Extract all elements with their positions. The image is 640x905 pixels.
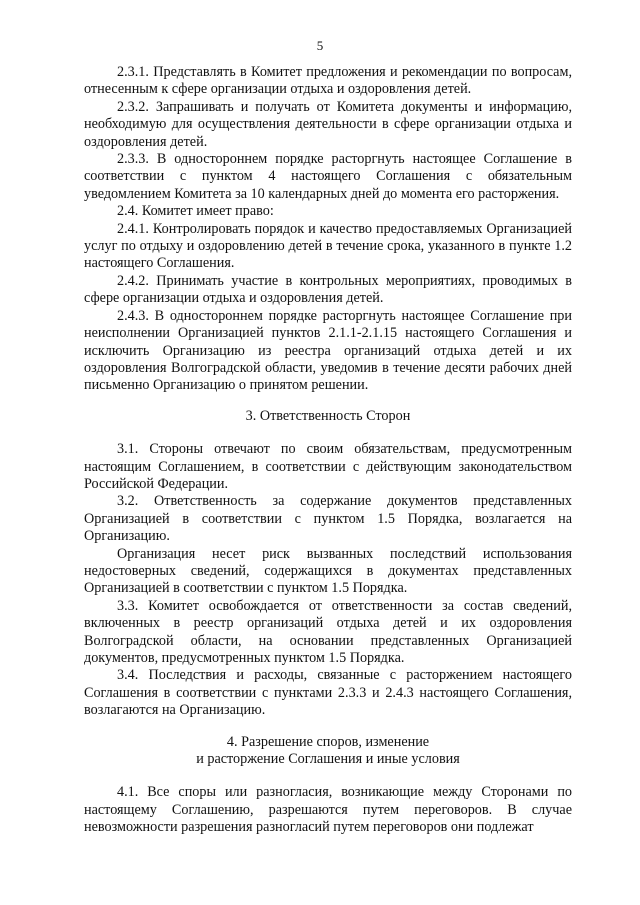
section-4-heading-line-2: и расторжение Соглашения и иные условия bbox=[196, 751, 460, 768]
paragraph-2-3-3: 2.3.3. В одностороннем порядке расторгнуть настоящее Соглашение в соответствии с пунктом 4 настоящего Соглашения с обязательным уведомлением Комитета за 10 календарных дней до момента его расторжения. bbox=[84, 151, 572, 202]
document-body bbox=[84, 64, 572, 837]
section-4-heading-line-1: 4. Разрешение споров, изменение bbox=[226, 733, 430, 750]
paragraph-3-3: 3.3. Комитет освобождается от ответственности за состав сведений, включенных в реестр организаций отдыха детей и их оздоровления Волгоградской области, на основании представленных Организацией документов, предусмотренных пунктом 1.5 Порядка. bbox=[84, 597, 572, 666]
paragraph-2-4-1: 2.4.1. Контролировать порядок и качество предоставляемых Организацией услуг по отдыху и оздоровлению детей в течение срока, указанного в пункте 1.2 настоящего Соглашения. bbox=[84, 220, 572, 272]
section-3-heading: 3. Ответственность Сторон bbox=[245, 407, 411, 424]
paragraph-3-2-risk: Организация несет риск вызванных последствий использования недостоверных сведений, содержащихся в документах представленных Организацией в соответствии с пунктом 1.5 Порядка. bbox=[84, 545, 572, 597]
paragraph-3-2: 3.2. Ответственность за содержание документов представленных Организацией в соответствии с пунктом 1.5 Порядка, возлагается на Организацию. bbox=[84, 493, 572, 545]
paragraph-4-1: 4.1. Все споры или разногласия, возникающие между Сторонами по настоящему Соглашению, разрешаются путем переговоров. В случае невозможности разрешения разногласий путем переговоров они подлежат bbox=[84, 784, 572, 836]
page-number: 5 bbox=[316, 38, 324, 53]
paragraph-3-4: 3.4. Последствия и расходы, связанные с расторжением настоящего Соглашения в соответствии с пунктами 2.3.3 и 2.4.3 настоящего Соглашения, возлагаются на Организацию. bbox=[84, 667, 572, 719]
paragraph-2-4-3: 2.4.3. В одностороннем порядке расторгнуть настоящее Соглашение при неисполнении Организацией пунктов 2.1.1-2.1.15 настоящего Соглашения и исключить Организацию из реестра организаций отдыха детей и их оздоровления Волгоградской области, уведомив в течение десяти рабочих дней письменно Организацию о принятом решении. bbox=[84, 307, 572, 394]
section-4-heading bbox=[84, 734, 572, 769]
paragraph-3-1: 3.1. Стороны отвечают по своим обязательствам, предусмотренным настоящим Соглашением, в соответствии с действующим законодательством Российской Федерации. bbox=[84, 441, 572, 492]
paragraph-2-4-2: 2.4.2. Принимать участие в контрольных мероприятиях, проводимых в сфере организации отдыха и оздоровления детей. bbox=[84, 272, 572, 307]
paragraph-2-3-1: 2.3.1. Представлять в Комитет предложения и рекомендации по вопросам, отнесенным к сфере организации отдыха и оздоровления детей. bbox=[84, 64, 572, 98]
paragraph-2-4: 2.4. Комитет имеет право: bbox=[117, 203, 274, 220]
paragraph-2-3-2: 2.3.2. Запрашивать и получать от Комитета документы и информацию, необходимую для осуществления деятельности в сфере организации отдыха и оздоровления детей. bbox=[84, 98, 572, 150]
